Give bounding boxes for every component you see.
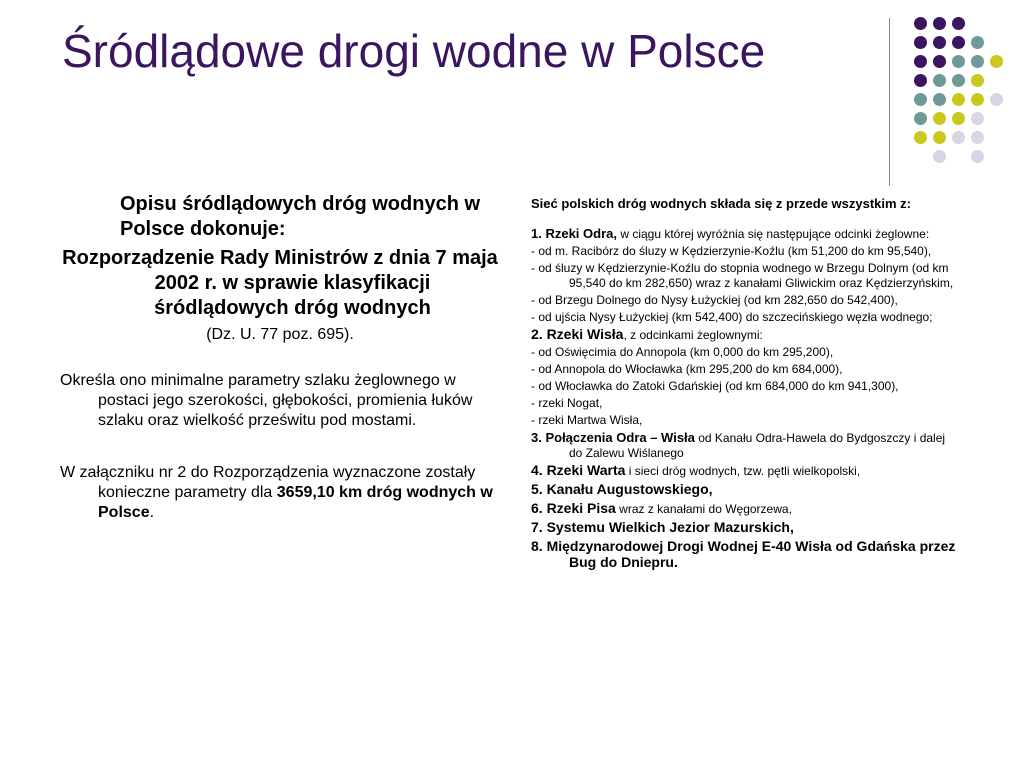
decorative-dot-grid [0, 0, 1024, 200]
decorative-dot [952, 93, 965, 106]
odra-section-item: - od m. Racibórz do śluzy w Kędzierzynie-Koźlu (km 51,200 do km 95,540), [531, 244, 932, 258]
slide-title: Śródlądowe drogi wodne w Polsce [62, 25, 766, 77]
wisla-section-item: - rzeki Martwa Wisła, [531, 413, 643, 427]
item-mazury [531, 520, 961, 536]
item-wisla-title: 2. Rzeki Wisła [531, 326, 624, 342]
decorative-dot [952, 36, 965, 49]
odra-section-item: - od ujścia Nysy Łużyckiej (km 542,400) do szczecińskiego węzła wodnego; [531, 310, 933, 324]
item-odra-title: 1. Rzeki Odra, [531, 226, 617, 241]
decorative-dot [971, 74, 984, 87]
decorative-dot [952, 55, 965, 68]
left-column [60, 192, 500, 523]
wisla-sections [531, 345, 961, 428]
item-odra-desc: w ciągu której wyróżnia się następujące odcinki żeglowne: [616, 227, 930, 241]
wisla-section-item: - od Włocławka do Zatoki Gdańskiej (od km 684,000 do km 941,300), [531, 379, 899, 393]
decorative-dot [933, 150, 946, 163]
decorative-dot [952, 74, 965, 87]
decorative-dot [914, 112, 927, 125]
decorative-dot [971, 36, 984, 49]
decorative-dot [914, 74, 927, 87]
right-column [531, 196, 961, 571]
item-wisla-desc: , z odcinkami żeglownymi: [623, 328, 763, 342]
item-augustowski [531, 482, 961, 498]
item-mazury-title: 7. Systemu Wielkich Jezior Mazurskich, [531, 519, 794, 535]
item-augustowski-title: 5. Kanału Augustowskiego, [531, 481, 713, 497]
item-e40-title: 8. Międzynarodowej Drogi Wodnej E-40 Wisła od Gdańska przez Bug do Dniepru. [531, 538, 956, 570]
regulation-source: (Dz. U. 77 poz. 695). [206, 326, 354, 343]
decorative-dot [933, 74, 946, 87]
item-wisla [531, 327, 961, 343]
item-warta-title: 4. Rzeki Warta [531, 462, 626, 478]
lead-heading: Opisu śródlądowych dróg wodnych w Polsce dokonuje: [120, 193, 481, 240]
decorative-dot [971, 150, 984, 163]
item-pisa-desc: wraz z kanałami do Węgorzewa, [615, 502, 792, 516]
item-warta-desc: i sieci dróg wodnych, tzw. pętli wielkopolski, [625, 464, 861, 478]
annex-length: 3659,10 km dróg wodnych w Polsce [98, 484, 493, 521]
decorative-dot [914, 17, 927, 30]
decorative-dot [914, 36, 927, 49]
odra-sections [531, 244, 961, 325]
decorative-dot [914, 55, 927, 68]
decorative-dot [971, 93, 984, 106]
odra-section-item: - od Brzegu Dolnego do Nysy Łużyckiej (od km 282,650 do 542,400), [531, 293, 898, 307]
wisla-section-item: - rzeki Nogat, [531, 396, 603, 410]
paragraph-annex [60, 463, 500, 523]
decorative-dot [990, 93, 1003, 106]
decorative-dot [933, 112, 946, 125]
decorative-dot [933, 93, 946, 106]
decorative-dot [952, 131, 965, 144]
regulation-title: Rozporządzenie Rady Ministrów z dnia 7 maja 2002 r. w sprawie klasyfikacji śródlądowych dróg wodnych [62, 247, 498, 319]
decorative-dot [952, 17, 965, 30]
item-warta [531, 463, 961, 479]
decorative-dot [933, 17, 946, 30]
intro-text: Sieć polskich dróg wodnych składa się z przede wszystkim z: [531, 196, 912, 211]
item-pisa [531, 501, 961, 517]
annex-end: . [149, 504, 155, 521]
decorative-dot [971, 55, 984, 68]
decorative-dot [933, 36, 946, 49]
decorative-dot [914, 93, 927, 106]
wisla-section-item: - od Annopola do Włocławka (km 295,200 do km 684,000), [531, 362, 843, 376]
wisla-section-item: - od Oświęcimia do Annopola (km 0,000 do km 295,200), [531, 345, 834, 359]
item-odra-wisla-desc: od Kanału Odra-Hawela do Bydgoszczy i dalej do Zalewu Wiślanego [569, 431, 946, 460]
decorative-dot [952, 112, 965, 125]
decorative-dot [971, 131, 984, 144]
decorative-dot [971, 112, 984, 125]
item-odra-wisla-title: 3. Połączenia Odra – Wisła [531, 430, 695, 445]
decorative-dot [914, 131, 927, 144]
item-odra-wisla [531, 430, 961, 461]
annex-text: W załączniku nr 2 do Rozporządzenia wyznaczone zostały konieczne parametry dla [60, 464, 476, 501]
item-odra [531, 226, 961, 242]
decorative-dot [933, 55, 946, 68]
item-e40 [531, 539, 961, 571]
paragraph-parameters: Określa ono minimalne parametry szlaku żeglownego w postaci jego szerokości, głębokości, promienia łuków szlaku oraz wielkość prześwitu pod mostami. [60, 372, 473, 429]
network-intro [531, 196, 961, 212]
decorative-dot [933, 131, 946, 144]
decorative-dot [990, 55, 1003, 68]
odra-section-item: - od śluzy w Kędzierzynie-Koźlu do stopnia wodnego w Brzegu Dolnym (od km 95,540 do km 282,650) wraz z kanałami Gliwickim oraz Kędzierzyńskim, [531, 261, 954, 290]
item-pisa-title: 6. Rzeki Pisa [531, 500, 616, 516]
